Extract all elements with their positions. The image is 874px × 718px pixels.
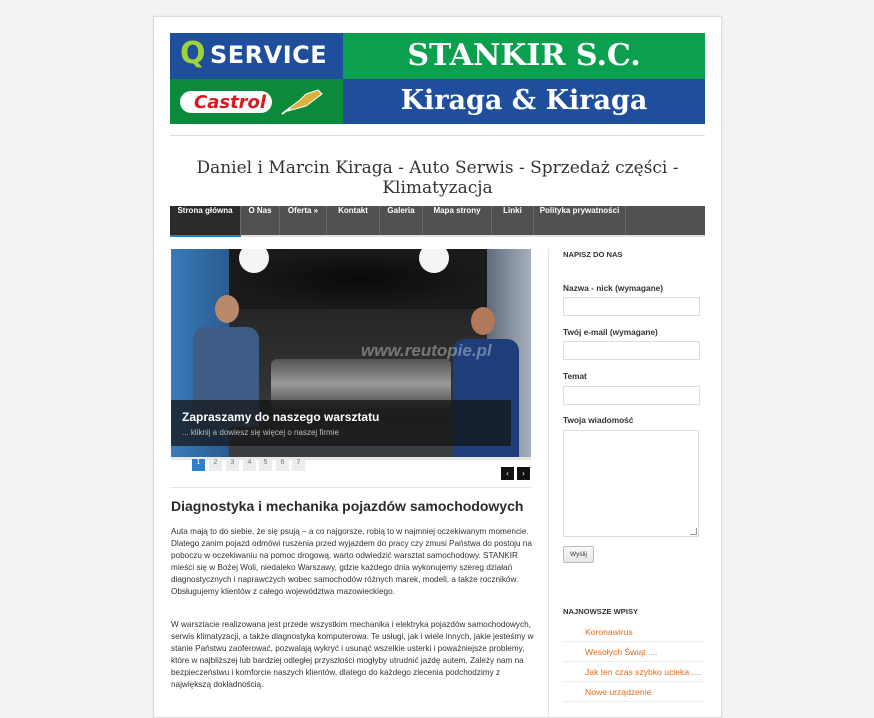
- slider-next-button[interactable]: ›: [517, 467, 530, 480]
- nav-item-links[interactable]: Linki: [492, 206, 534, 235]
- main-nav: [170, 206, 705, 237]
- recent-post-link[interactable]: Koronawirus: [585, 627, 633, 637]
- nav-item-about[interactable]: O Nas: [241, 206, 280, 235]
- castrol-text: Castrol: [194, 92, 267, 113]
- name-input[interactable]: [563, 297, 700, 316]
- list-item[interactable]: [563, 641, 704, 662]
- article-paragraph-1: Auta mają to do siebie, że się psują – a co najgorsze, robią to w najmniej oczekiwanym momencie. Dlatego zanim pojazd odmówi ruszenia przed wyjazdem do pracy czy zmusi Państwa do postoju na poboczu w oczekiwaniu na pomoc drogową, warto odwiedzić warsztat samochodowy. STANKIR mieści się w Bożej Woli, niedaleko Warszawy, gdzie każdego dnia wykonujemy szereg działań diagnostycznych i naprawczych wobec samochodów różnych marek, modeli, a także roczników. Obsługujemy klientów z całego województwa mazowieckiego.: [171, 527, 532, 597]
- email-label: Twój e-mail (wymagane): [563, 327, 658, 337]
- article-title: Diagnostyka i mechanika pojazdów samochodowych: [171, 498, 524, 514]
- recent-post-link[interactable]: Nowe urządzenie: [585, 687, 652, 697]
- list-item[interactable]: [563, 661, 704, 682]
- featured-slider[interactable]: [171, 249, 531, 457]
- header-divider: [170, 135, 705, 136]
- slider-page-5[interactable]: 5: [259, 459, 272, 471]
- mechanic-left-head: [215, 295, 239, 323]
- slider-page-3[interactable]: 3: [226, 459, 239, 471]
- slider-page-4[interactable]: 4: [243, 459, 256, 471]
- slide-caption[interactable]: [171, 400, 511, 446]
- nav-item-home[interactable]: Strona główna: [170, 206, 241, 237]
- send-button[interactable]: Wyślij: [563, 546, 594, 563]
- stankir-text: STANKIR S.C.: [407, 38, 641, 73]
- q-service-text: SERVICE: [210, 41, 328, 69]
- recent-post-link[interactable]: Wesołych Świąt ....: [585, 647, 658, 657]
- mechanic-right-head: [471, 307, 495, 335]
- nav-item-gallery[interactable]: Galeria: [380, 206, 423, 235]
- slide-watermark: www.reutopie.pl: [361, 341, 492, 360]
- site-tagline: Daniel i Marcin Kiraga - Auto Serwis - Sprzedaż części - Klimatyzacja: [196, 158, 679, 198]
- spark-plug-icon: [280, 86, 326, 116]
- slider-page-7[interactable]: 7: [292, 459, 305, 471]
- recent-post-link[interactable]: Jak ten czas szybko ucieka ....: [585, 667, 702, 677]
- list-item[interactable]: [563, 681, 704, 702]
- article-paragraph-2: W warsztacie realizowana jest przede wszystkim mechanika i elektryka pojazdów samochodowych, serwis klimatyzacji, a także diagnostyka komputerowa. Te usługi, jak i wiele innych, jakie jesteśmy w stanie Państwu zaoferować, pozwalają wykryć i usunąć wszelkie usterki i poważniejsze problemy, które w najbliższej lub bardziej odległej przyszłości mogłyby utrudnić jazdę autem. Zależy nam na bezpieczeństwu i komforcie naszych klientów, dlatego do każdego zlecenia podchodzimy z największą dokładnością.: [171, 620, 534, 690]
- kiraga-text: Kiraga & Kiraga: [400, 85, 648, 116]
- stankir-logo: [343, 33, 705, 79]
- slider-page-2[interactable]: 2: [209, 459, 222, 471]
- nav-item-offer[interactable]: Oferta »: [280, 206, 327, 235]
- slider-bottom-bar: [171, 457, 531, 460]
- email-input[interactable]: [563, 341, 700, 360]
- page: [153, 16, 722, 718]
- recent-posts-heading: NAJNOWSZE WPISY: [563, 607, 639, 616]
- castrol-badge: [180, 91, 272, 113]
- content-divider: [171, 487, 531, 488]
- header-banner[interactable]: [170, 33, 705, 124]
- nav-item-privacy[interactable]: Polityka prywatności: [534, 206, 626, 235]
- nav-item-contact[interactable]: Kontakt: [327, 206, 380, 235]
- castrol-logo: [170, 79, 343, 124]
- slide-caption-title[interactable]: Zapraszamy do naszego warsztatu: [182, 410, 380, 424]
- subject-input[interactable]: [563, 386, 700, 405]
- slide-caption-subtitle[interactable]: ... kliknij a dowiesz się więcej o naszej firmie: [182, 428, 339, 437]
- list-item[interactable]: [563, 621, 704, 642]
- message-label: Twoja wiadomość: [563, 415, 634, 425]
- message-textarea[interactable]: [563, 430, 699, 537]
- q-service-logo: [170, 33, 343, 79]
- name-label: Nazwa - nick (wymagane): [563, 283, 664, 293]
- contact-widget-heading: NAPISZ DO NAS: [563, 250, 623, 259]
- slider-page-6[interactable]: 6: [276, 459, 289, 471]
- sidebar-divider: [548, 249, 549, 718]
- slider-page-1[interactable]: 1: [192, 459, 205, 471]
- resize-grip-icon[interactable]: [690, 528, 697, 535]
- nav-item-sitemap[interactable]: Mapa strony: [423, 206, 492, 235]
- subject-label: Temat: [563, 371, 587, 381]
- slider-prev-button[interactable]: ‹: [501, 467, 514, 480]
- kiraga-logo: [343, 79, 705, 124]
- q-logo-letter: Q: [180, 36, 206, 71]
